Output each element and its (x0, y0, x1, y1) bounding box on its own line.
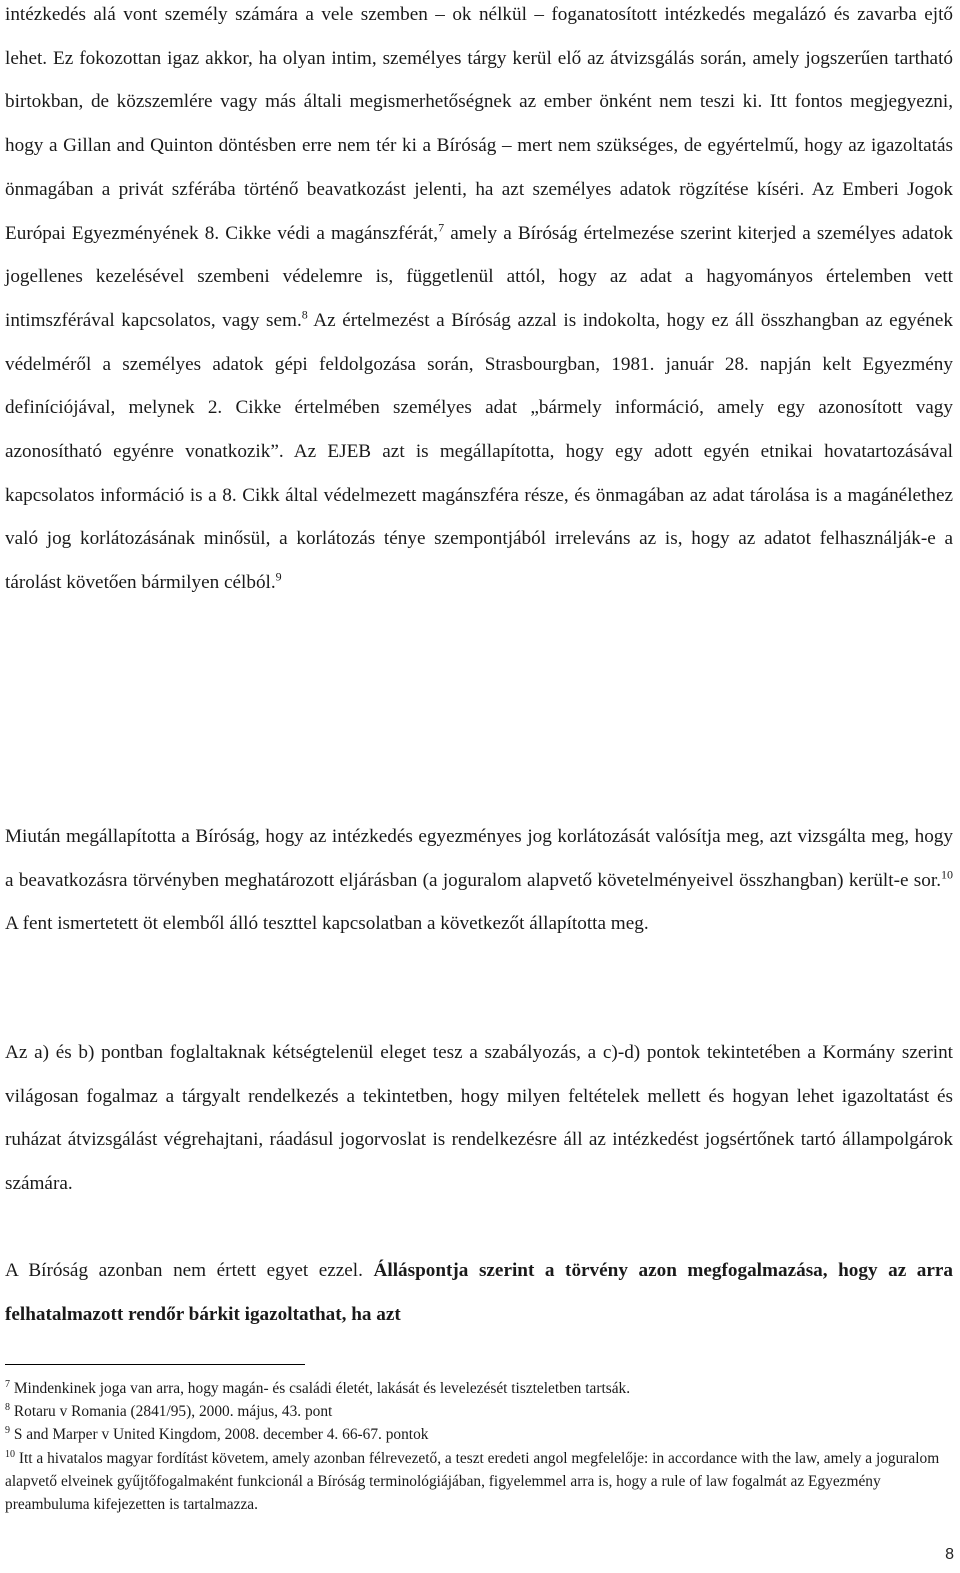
footnote-separator (5, 1364, 305, 1365)
paragraph: Az a) és b) pontban foglaltaknak kétségtelenül eleget tesz a szabályozás, a c)-d) pontok tekintetében a Kormány szerint világosan fogalmaz a tárgyalt rendelkezés a tekintetben, hogy milyen feltételek mellett és hogyan lehet igazoltatást és ruházat átvizsgálást végrehajtani, ráadásul jogorvoslat is rendelkezésre áll az intézkedést jogsértőnek tartó állampolgárok számára. (5, 1042, 953, 1195)
footnote-number: 9 (5, 1425, 10, 1437)
paragraph (5, 815, 953, 946)
footnote-ref: 7 (438, 220, 445, 235)
text-run: A fent ismertetett öt elemből álló teszttel kapcsolatban a következőt állapította meg. (5, 913, 649, 935)
footnote (5, 1377, 953, 1400)
footnote (5, 1400, 953, 1423)
text-run: Az értelmezést a Bíróság azzal is indokolta, hogy ez áll összhangban az egyének védelméről a személyes adatok gépi feldolgozása során, Strasbourgban, 1981. január 28. napján kelt Egyezmény definíciójával, melynek 2. Cikke értelmében személyes adat „bármely információ, amely egy azonosított vagy azonosítható egyénre vonatkozik”. Az EJEB azt is megállapította, hogy egy adott egyén etnikai hovatartozásával kapcsolatos információ is a 8. Cikk által védelmezett magánszféra része, és önmagában az adat tárolása is a magánélethez való jog korlátozásának minősül, a korlátozás ténye szempontjából irreleváns az is, hogy az adatot felhasználják-e a tárolást követően bármilyen célból. (5, 309, 953, 594)
text-run: intézkedés alá vont személy számára a vele szemben – ok nélkül – foganatosított intézkedés megalázó és zavarba ejtő lehet. Ez fokozottan igaz akkor, ha olyan intim, személyes tárgy kerül elő az átvizsgálás során, amely jogszerűen tartható birtokban, de közszemlére vagy más általi megismerhetőségnek az ember önként nem teszi ki. Itt fontos megjegyezni, hogy a Gillan and Quinton döntésben erre nem tér ki a Bíróság – mert nem szükséges, de egyértelmű, hogy az igazoltatás önmagában a privát szférába történő beavatkozást jelenti, ha azt személyes adatok rögzítése kíséri. Az Emberi Jogok Európai Egyezményének 8. Cikke védi a magánszférát, (5, 4, 953, 244)
footnote-ref: 9 (275, 569, 282, 584)
footnote (5, 1447, 953, 1517)
paragraph (5, 0, 953, 605)
footnote-text: S and Marper v United Kingdom, 2008. december 4. 66-67. pontok (13, 1426, 429, 1444)
footnote-number: 7 (5, 1378, 10, 1390)
text-run: A Bíróság azonban nem értett egyet ezzel. (5, 1260, 374, 1281)
footnote (5, 1423, 953, 1446)
text-run: amely a Bíróság értelmezése szerint kiterjed a személyes adatok jogellenes kezelésével szembeni védelemre is, függetlenül attól, hogy az adat a hagyományos értelemben vett intimszférával kapcsolatos, vagy sem. (5, 222, 954, 331)
footnote-ref: 8 (301, 307, 308, 322)
footnotes (5, 1377, 953, 1516)
footnote-number: 10 (5, 1448, 15, 1460)
footnote-text: Itt a hivatalos magyar fordítást követem, amely azonban félrevezető, a teszt eredeti angol megfelelője: in accordance with the law, amely a joguralom alapvető elveinek gyűjtőfogalmaként funkcionál a Bíróság terminológiájában, figyelemmel arra is, hogy a rule of law fogalmát az Egyezmény preambuluma kifejezetten is tartalmazza. (5, 1449, 940, 1514)
text-run: Miután megállapította a Bíróság, hogy az intézkedés egyezményes jog korlátozását valósítja meg, azt vizsgálta meg, hogy a beavatkozásra törvényben meghatározott eljárásban (a joguralom alapvető követelményeivel összhangban) került-e sor. (5, 826, 953, 891)
paragraph (5, 1249, 953, 1336)
footnote-text: Mindenkinek joga van arra, hogy magán- és családi életét, lakását és levelezését tiszteletben tartsák. (13, 1380, 631, 1397)
page-number: 8 (945, 1546, 954, 1563)
footnote-ref: 10 (941, 867, 953, 882)
footnote-text: Rotaru v Romania (2841/95), 2000. május, 43. pont (13, 1403, 333, 1421)
bold-text-run: Álláspontja szerint a törvény azon megfogalmazása, hogy az arra felhatalmazott rendőr bárkit igazoltathat, ha azt (5, 1260, 954, 1325)
footnote-number: 8 (5, 1402, 10, 1414)
